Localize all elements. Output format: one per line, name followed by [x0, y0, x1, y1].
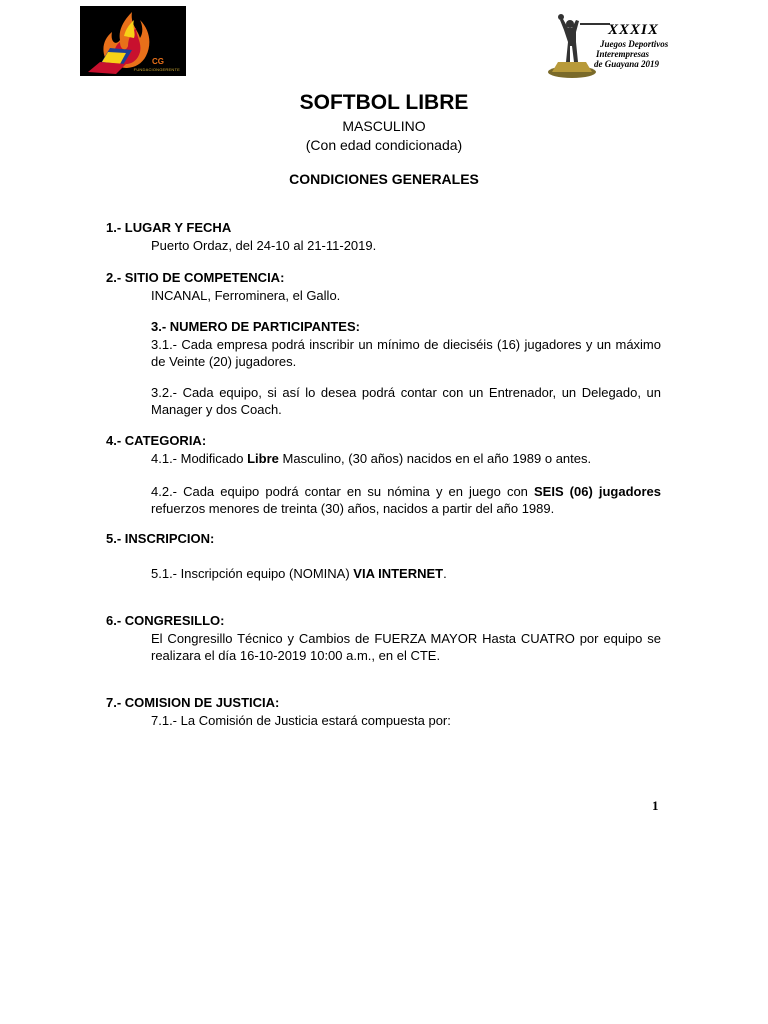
section-4-paragraph-2: 4.2.- Cada equipo podrá contar en su nómina y en juego con SEIS (06) jugadores refuerzos menores de treinta (30) años, nacidos a partir del año 1989. — [151, 484, 662, 516]
section-7-paragraph-1: 7.1.- La Comisión de Justicia estará compuesta por: — [151, 713, 451, 728]
section-6-text: El Congresillo Técnico y Cambios de FUERZA MAYOR Hasta CUATRO por equipo se realizara el día 16-10-2019 10:00 a.m., en el CTE. — [151, 631, 661, 663]
section-1-heading: 1.- LUGAR Y FECHA — [106, 220, 232, 235]
logo-line-1: Juegos Deportivos — [600, 39, 669, 49]
section-2-text: INCANAL, Ferrominera, el Gallo. — [151, 288, 341, 303]
flame-logo-icon — [80, 6, 186, 76]
svg-text:CG: CG — [152, 57, 164, 66]
logo-line-3: de Guayana 2019 — [594, 59, 659, 69]
section-5-paragraph-1: 5.1.- Inscripción equipo (NOMINA) VIA INTERNET. — [151, 566, 447, 581]
general-conditions-heading: CONDICIONES GENERALES — [289, 171, 479, 187]
section-3-paragraph-1: 3.1.- Cada empresa podrá inscribir un mínimo de dieciséis (16) jugadores y un máximo de Veinte (20) jugadores. — [151, 337, 661, 369]
document-subtitle: MASCULINO — [342, 118, 426, 134]
document-subtitle-age: (Con edad condicionada) — [305, 137, 463, 153]
section-7-heading: 7.- COMISION DE JUSTICIA: — [106, 695, 280, 710]
section-3-paragraph-2: 3.2.- Cada equipo, si así lo desea podrá contar con un Entrenador, un Delegado, un Manager y dos Coach. — [151, 385, 661, 417]
organizer-logo — [80, 6, 186, 76]
section-6-heading: 6.- CONGRESILLO: — [106, 613, 225, 628]
logo-subtext: FUNDACIONGERENTE — [133, 67, 180, 72]
section-5-heading: 5.- INSCRIPCION: — [106, 531, 215, 546]
section-2-heading: 2.- SITIO DE COMPETENCIA: — [106, 270, 285, 285]
logo-line-2: Interempresas — [596, 49, 650, 59]
document-title: SOFTBOL LIBRE — [299, 91, 469, 114]
section-3-heading: 3.- NUMERO DE PARTICIPANTES: — [151, 319, 360, 334]
section-4-heading: 4.- CATEGORIA: — [106, 433, 207, 448]
edition-number: XXXIX — [608, 22, 659, 38]
section-4-paragraph-1: 4.1.- Modificado Libre Masculino, (30 años) nacidos en el año 1989 o antes. — [151, 451, 592, 466]
games-logo — [544, 12, 704, 82]
page-number: 1 — [652, 798, 659, 813]
section-1-text: Puerto Ordaz, del 24-10 al 21-11-2019. — [151, 238, 377, 253]
